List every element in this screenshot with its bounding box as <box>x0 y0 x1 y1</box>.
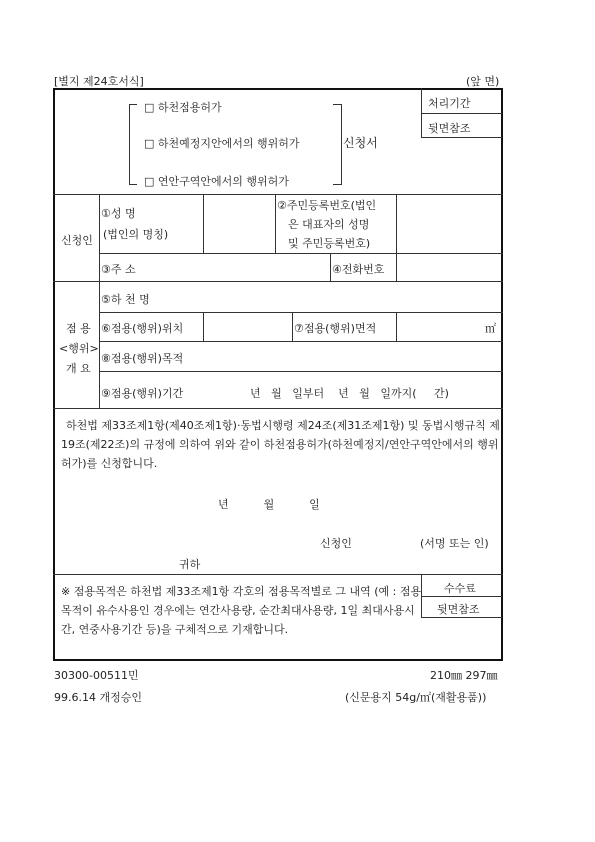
river-name-label: ⑤하 천 명 <box>101 293 150 306</box>
title-bracket-left <box>129 104 130 185</box>
signature-placeholder: (서명 또는 인) <box>420 537 489 550</box>
name-sublabel: (법인의 명칭) <box>103 228 169 241</box>
statement-text: 하천법 제33조제1항(제40조제1항)·동법시행령 제24조(제31조제1항) 및 동법시행규칙 제19조(제22조)의 규정에 의하여 위와 같이 하천점용허가(하천예정지/연안구역안에서의 행위허가)를 신청합니다. <box>61 419 500 470</box>
option-planned-area-activity[interactable]: □ 하천예정지안에서의 행위허가 <box>144 137 300 150</box>
signer-label: 신청인 <box>320 537 352 550</box>
usage-section-label-2: <행위> <box>59 342 99 355</box>
rrn-label-line1: ②주민등록번호(법인 <box>277 199 377 212</box>
frame-left <box>53 88 55 661</box>
usage-section-label-3: 개 요 <box>66 362 91 375</box>
approval-date: 99.6.14 개정승인 <box>54 691 142 704</box>
option-coastal-activity[interactable]: □ 연안구역안에서의 행위허가 <box>144 175 289 188</box>
statement-date: 년 월 일 <box>218 498 320 511</box>
fee-label: 수수료 <box>444 582 476 595</box>
title-bracket-right <box>341 104 342 185</box>
frame-right <box>501 88 503 661</box>
area-unit: ㎡ <box>485 322 496 335</box>
location-label: ⑥점용(행위)위치 <box>101 322 184 335</box>
address-label: ③주 소 <box>101 263 136 276</box>
paper-type: (신문용지 54g/㎡(재활용품)) <box>345 691 487 704</box>
processing-label: 처리기간 <box>428 97 471 110</box>
processing-value: 뒷면참조 <box>428 122 471 135</box>
page-side: (앞 면) <box>466 75 500 88</box>
area-label: ⑦점용(행위)면적 <box>294 322 377 335</box>
title-suffix: 신청서 <box>343 136 378 150</box>
option-river-occupancy[interactable]: □ 하천점용허가 <box>144 101 222 114</box>
name-label: ①성 명 <box>101 207 136 220</box>
rrn-label-line3: 및 주민등록번호) <box>288 237 371 250</box>
form-code: 30300-00511민 <box>54 669 139 682</box>
phone-label: ④전화번호 <box>332 263 385 276</box>
fee-value: 뒷면참조 <box>437 603 480 616</box>
purpose-label: ⑧점용(행위)목적 <box>101 352 184 365</box>
usage-section-label-1: 점 용 <box>66 322 91 335</box>
frame-top <box>53 88 503 90</box>
rrn-label-line2: 은 대표자의 성명 <box>288 218 370 231</box>
notice-text: ※ 점용목적은 하천법 제33조제1항 각호의 점용목적별로 그 내역 (예 : 점용목적이 유수사용인 경우에는 연간사용량, 순간최대사용량, 1일 최대사용시간, 연중사용기간 등)을 구체적으로 기재합니다. <box>61 585 422 636</box>
period-label: ⑨점용(행위)기간 <box>101 387 184 400</box>
form-number: [별지 제24호서식] <box>54 75 144 88</box>
frame-bottom <box>53 659 503 661</box>
period-value: 년 월 일부터 년 월 일까지( 간) <box>250 387 449 400</box>
paper-size: 210㎜ 297㎜ <box>430 669 498 682</box>
applicant-section-label: 신청인 <box>61 234 93 247</box>
recipient-label: 귀하 <box>179 558 201 571</box>
